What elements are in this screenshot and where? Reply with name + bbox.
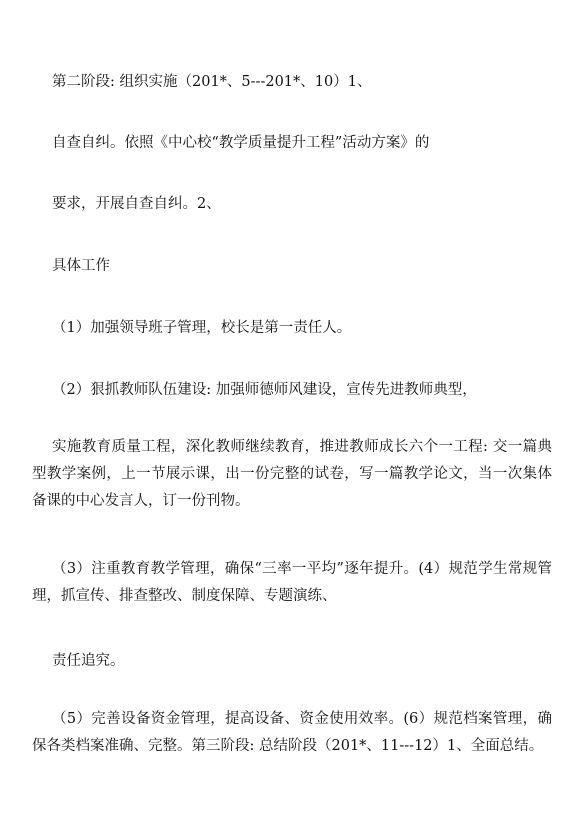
paragraph-stage-two-heading: 第二阶段: 组织实施（201*、5---201*、10）1、 (52, 74, 372, 90)
paragraph-specific-work: 具体工作 (52, 258, 110, 274)
paragraph-accountability: 责任追究。 (52, 653, 125, 669)
paragraph-self-check: 自查自纠。依照《中心校“教学质量提升工程”活动方案》的 (52, 135, 430, 151)
paragraph-requirement: 要求，开展自查自纠。2、 (52, 196, 221, 212)
paragraph-quality-project: 实施教育质量工程，深化教师继续教育，推进教师成长六个一工程: 交一篇典型教学案例，上一节展示课，出一份完整的试卷，写一篇教学论文，当一次集体备课的中心发言人，订一份刊物。 (32, 439, 552, 509)
paragraph-items-5-6-stage-three: （5）完善设备资金管理，提高设备、资金使用效率。(6）规范档案管理，确保各类档案准确、完整。第三阶段: 总结阶段（201*、11---12）1、全面总结。 (32, 711, 552, 754)
paragraph-item-2: （2）狠抓教师队伍建设: 加强师德师风建设，宣传先进教师典型， (52, 382, 477, 398)
paragraph-item-1: （1）加强领导班子管理，校长是第一责任人。 (52, 320, 352, 336)
paragraph-items-3-4: （3）注重教育教学管理，确保“三率一平均”逐年提升。(4）规范学生常规管理，抓宣传、排查整改、制度保障、专题演练、 (32, 561, 552, 604)
